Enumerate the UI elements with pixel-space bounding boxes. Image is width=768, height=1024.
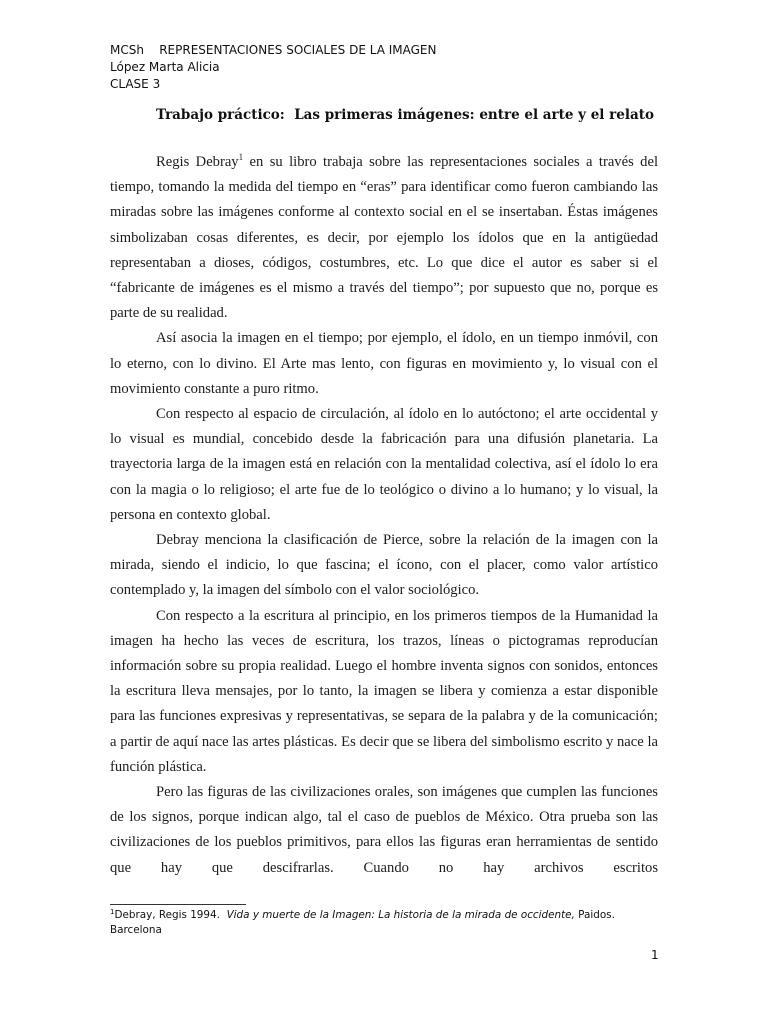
paragraph-1-rest: en su libro trabaja sobre las representaciones sociales a través del tiempo, tomando la medida del tiempo en “eras” para identificar como fueron cambiando las miradas sobre las imágenes conforme al contexto social en el se insertaban. Éstas imágenes simbolizaban cosas diferentes, es decir, por ejemplo los ídolos que en la antigüedad representaban a dioses, códigos, costumbres, etc. Lo que dice el autor es saber si el “fabricante de imágenes es el mismo a través del tiempo”; por supuesto que no, porque es parte de su realidad. [110, 154, 658, 322]
paragraph-3: Con respecto al espacio de circulación, al ídolo en lo autóctono; el arte occidental y lo visual es mundial, concebido desde la fabricación para una difusión planetaria. La trayectoria larga de la imagen está en relación con la mentalidad colectiva, así el ídolo lo era con la magia o lo religioso; el arte fue de lo teológico o divino a lo humano; y lo visual, la persona en contexto global. [110, 406, 658, 523]
paragraph-4: Debray menciona la clasificación de Pierce, sobre la relación de la imagen con la mirada, siendo el indicio, lo que fascina; el ícono, con el placer, como valor artístico contemplado y, la imagen del símbolo con el valor sociológico. [110, 532, 658, 599]
document-header [110, 42, 436, 93]
footnote-author: Debray, Regis 1994. [114, 909, 227, 921]
footnote-work-title: Vida y muerte de la Imagen: La historia de la mirada de occidente, [226, 909, 575, 921]
footnote-publisher: Paidos. Barcelona [110, 909, 615, 936]
footnote-separator [110, 904, 246, 905]
header-course-line: MCSh REPRESENTACIONES SOCIALES DE LA IMAGEN [110, 43, 437, 57]
document-body [110, 150, 658, 881]
paragraph-6: Pero las figuras de las civilizaciones orales, son imágenes que cumplen las funciones de los signos, porque indican algo, tal el caso de pueblos de México. Otra prueba son las civilizaciones de los pueblos primitivos, para ellos las figuras eran herramientas de sentido que hay que descifrarlas. Cuando no hay archivos escritos [110, 784, 658, 876]
document-title: Trabajo práctico: Las primeras imágenes: entre el arte y el relato [156, 107, 654, 123]
page-number: 1 [651, 948, 659, 962]
paragraph-5: Con respecto a la escritura al principio, en los primeros tiempos de la Humanidad la imagen ha hecho las veces de escritura, los trazos, líneas o pictogramas reproducían información sobre su propia realidad. Luego el hombre inventa signos con sonidos, entonces la escritura lleva mensajes, por lo tanto, la imagen se libera y comienza a estar disponible para las funciones expresivas y representativas, se separa de la palabra y de la comunicación; a partir de aquí nace las artes plásticas. Es decir que se libera del simbolismo escrito y nace la función plástica. [110, 607, 658, 775]
footnote-reference[interactable]: 1 [238, 152, 244, 162]
paragraph-2: Así asocia la imagen en el tiempo; por ejemplo, el ídolo, en un tiempo inmóvil, con lo eterno, con lo divino. El Arte mas lento, con figuras en movimiento y, lo visual con el movimiento constante a puro ritmo. [110, 330, 658, 397]
footnote [110, 908, 670, 938]
header-class-line: CLASE 3 [110, 77, 161, 91]
footnote-number: 1 [110, 908, 115, 916]
paragraph-1-start: Regis Debray [156, 154, 239, 170]
header-author-line: López Marta Alicia [110, 60, 220, 74]
paragraph-1 [110, 150, 658, 326]
